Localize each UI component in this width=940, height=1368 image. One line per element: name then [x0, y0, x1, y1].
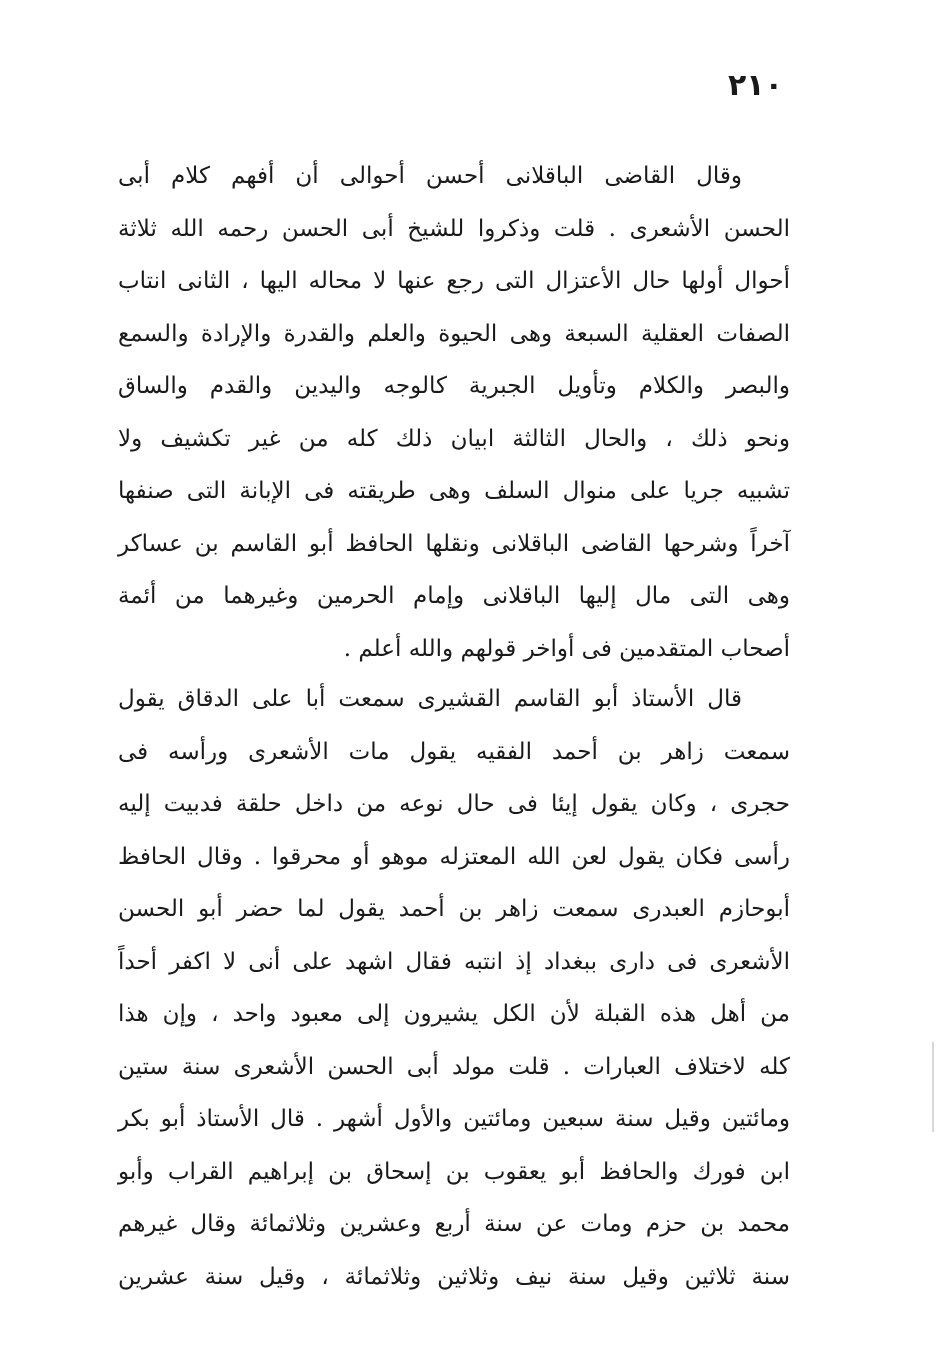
text-line: من أهل هذه القبلة لأن الكل يشيرون إلى معبود واحد ، وإن هذا	[118, 1001, 790, 1027]
text-line: آخراً وشرحها القاضى الباقلانى ونقلها الحافظ أبو القاسم بن عساكر	[118, 530, 790, 557]
text-line: كله لاختلاف العبارات . قلت مولد أبى الحسن الأشعرى سنة ستين	[118, 1053, 790, 1080]
text-line: سنة ثلاثين وقيل سنة نيف وثلاثين وثلاثمائة ، وقيل سنة عشرين	[118, 1263, 790, 1290]
paragraph-2	[118, 673, 790, 1303]
page-number: ٢١٠	[728, 68, 783, 103]
text-line: الصفات العقلية السبعة وهى الحيوة والعلم والقدرة والإرادة والسمع	[118, 320, 790, 347]
text-line: وقال القاضى الباقلانى أحسن أحوالى أن أفهم كلام أبى	[118, 163, 742, 189]
text-line: أصحاب المتقدمين فى أواخر قولهم والله أعلم .	[343, 635, 790, 662]
text-line: ابن فورك والحافظ أبو يعقوب بن إسحاق بن إبراهيم القراب وأبو	[118, 1158, 790, 1185]
text-line: أبوحازم العبدرى سمعت زاهر بن أحمد يقول لما حضر أبو الحسن	[118, 896, 790, 922]
text-line: والبصر والكلام وتأويل الجبرية كالوجه واليدين والقدم والساق	[118, 373, 790, 399]
text-line: رأسى فكان يقول لعن الله المعتزله موهو أو محرقوا . وقال الحافظ	[118, 843, 790, 870]
text-line: وهى التى مال إليها الباقلانى وإمام الحرمين وغيرهما من أئمة	[118, 583, 790, 609]
text-line: ومائتين وقيل سنة سبعين ومائتين والأول أشهر . قال الأستاذ أبو بكر	[118, 1106, 790, 1132]
text-line: ونحو ذلك ، والحال الثالثة ابيان ذلك كله من غير تكشيف ولا	[118, 425, 790, 452]
text-line: تشبيه جريا على منوال السلف وهى طريقته فى الإبانة التى صنفها	[118, 478, 790, 504]
paragraph-1	[118, 150, 790, 675]
text-line: حجرى ، وكان يقول إيئا فى حال نوعه من داخل حلقة فدبيت إليه	[118, 791, 790, 817]
scan-edge-mark	[932, 1042, 934, 1132]
text-line: الأشعرى فى دارى ببغداد إذ انتبه فقال اشهد على أنى لا اكفر أحداً	[118, 948, 790, 975]
text-line: الحسن الأشعرى . قلت وذكروا للشيخ أبى الحسن رحمه الله ثلاثة	[118, 215, 790, 242]
text-line: سمعت زاهر بن أحمد الفقيه يقول مات الأشعرى ورأسه فى	[118, 738, 790, 765]
text-line: قال الأستاذ أبو القاسم القشيرى سمعت أبا على الدقاق يقول	[118, 686, 742, 712]
text-line: أحوال أولها حال الأعتزال التى رجع عنها لا محاله اليها ، الثانى انتاب	[118, 268, 790, 294]
text-line: محمد بن حزم ومات عن سنة أربع وعشرين وثلاثمائة وقال غيرهم	[118, 1211, 790, 1237]
